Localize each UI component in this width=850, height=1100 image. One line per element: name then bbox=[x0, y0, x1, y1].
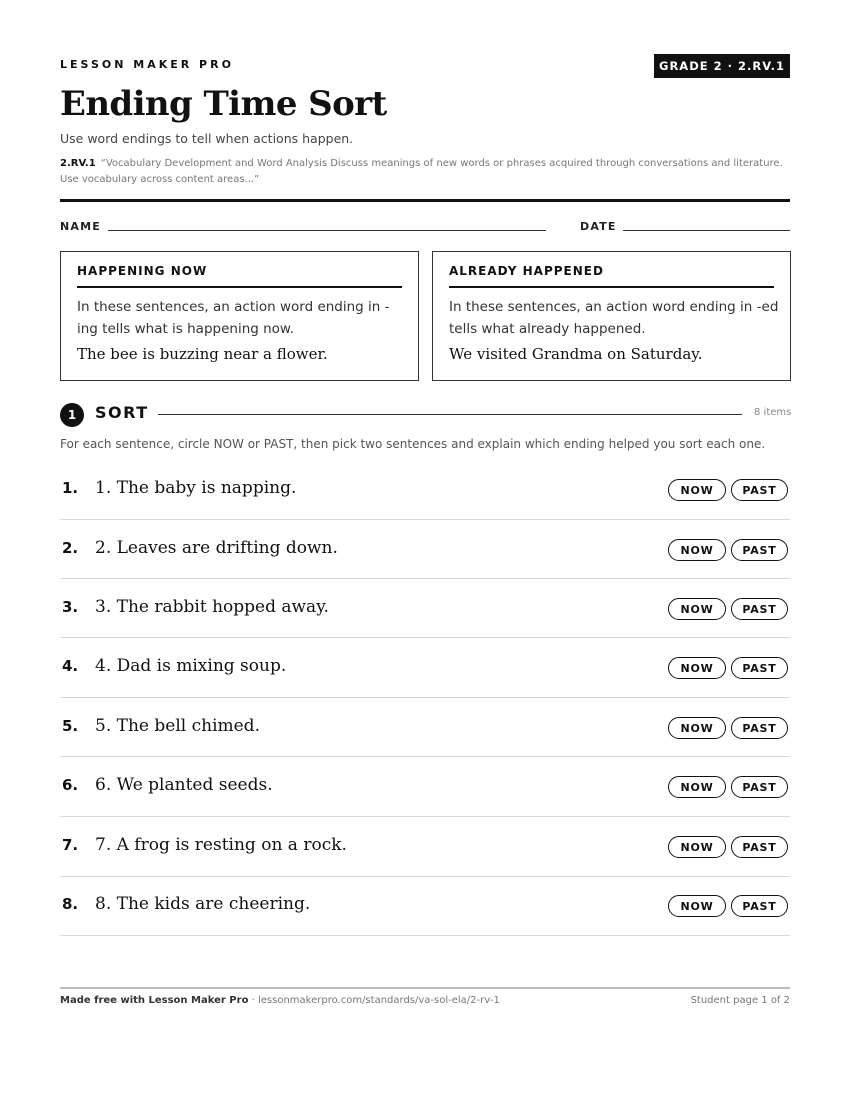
row-divider bbox=[60, 816, 790, 817]
item-number: 4. bbox=[62, 657, 79, 675]
sentence-row bbox=[60, 775, 790, 834]
grade-badge: GRADE 2 · 2.RV.1 bbox=[654, 54, 790, 78]
item-count: 8 items bbox=[754, 407, 792, 418]
item-number: 7. bbox=[62, 836, 79, 854]
past-choice-button[interactable]: PAST bbox=[731, 776, 788, 798]
row-divider bbox=[60, 935, 790, 936]
section-instructions: For each sentence, circle NOW or PAST, then pick two sentences and explain which ending helped you sort each one. bbox=[60, 437, 766, 451]
box-example: The bee is buzzing near a flower. bbox=[77, 345, 328, 363]
section-number: 1 bbox=[60, 403, 84, 427]
footer-divider bbox=[60, 987, 790, 989]
footer-credit bbox=[60, 995, 500, 1006]
row-divider bbox=[60, 519, 790, 520]
box-text: In these sentences, an action word ending in -ed tells what already happened. bbox=[449, 299, 779, 337]
sentence-text: 8. The kids are cheering. bbox=[95, 894, 311, 914]
sentence-row bbox=[60, 835, 790, 894]
sentence-row bbox=[60, 716, 790, 775]
box-text: In these sentences, an action word ending in -ing tells what is happening now. bbox=[77, 299, 390, 337]
page-indicator: Student page 1 of 2 bbox=[690, 995, 790, 1006]
item-number: 2. bbox=[62, 539, 79, 557]
past-choice-button[interactable]: PAST bbox=[731, 657, 788, 679]
item-number: 3. bbox=[62, 598, 79, 616]
name-label: NAME bbox=[60, 220, 101, 233]
row-divider bbox=[60, 697, 790, 698]
past-choice-button[interactable]: PAST bbox=[731, 598, 788, 620]
now-choice-button[interactable]: NOW bbox=[668, 717, 726, 739]
name-line[interactable] bbox=[108, 230, 546, 231]
now-choice-button[interactable]: NOW bbox=[668, 657, 726, 679]
date-label: DATE bbox=[580, 220, 617, 233]
past-choice-button[interactable]: PAST bbox=[731, 836, 788, 858]
box-example: We visited Grandma on Saturday. bbox=[449, 345, 703, 363]
past-choice-button[interactable]: PAST bbox=[731, 479, 788, 501]
brand-name: LESSON MAKER PRO bbox=[60, 58, 234, 71]
past-choice-button[interactable]: PAST bbox=[731, 895, 788, 917]
header-divider bbox=[60, 199, 790, 202]
row-divider bbox=[60, 637, 790, 638]
sentence-text: 3. The rabbit hopped away. bbox=[95, 597, 329, 617]
sentence-text: 2. Leaves are drifting down. bbox=[95, 538, 338, 558]
standard-code: 2.RV.1 bbox=[60, 158, 96, 169]
sentence-row bbox=[60, 597, 790, 656]
now-choice-button[interactable]: NOW bbox=[668, 836, 726, 858]
date-line[interactable] bbox=[623, 230, 790, 231]
section-title: SORT bbox=[95, 403, 149, 422]
sentence-text: 7. A frog is resting on a rock. bbox=[95, 835, 347, 855]
box-title: HAPPENING NOW bbox=[77, 264, 402, 288]
item-number: 1. bbox=[62, 479, 79, 497]
now-choice-button[interactable]: NOW bbox=[668, 479, 726, 501]
already-happened-box bbox=[432, 251, 791, 381]
sentence-text: 4. Dad is mixing soup. bbox=[95, 656, 287, 676]
standard-description bbox=[60, 156, 795, 188]
page-subtitle: Use word endings to tell when actions happen. bbox=[60, 131, 354, 146]
item-number: 6. bbox=[62, 776, 79, 794]
sentence-row bbox=[60, 656, 790, 715]
sentence-row bbox=[60, 894, 790, 953]
footer-made-with: Made free with Lesson Maker Pro bbox=[60, 995, 249, 1006]
box-title: ALREADY HAPPENED bbox=[449, 264, 774, 288]
row-divider bbox=[60, 756, 790, 757]
standard-text: “Vocabulary Development and Word Analysis Discuss meanings of new words or phrases acquired through conversations and literature. Use vocabulary across content areas...” bbox=[60, 158, 783, 185]
page-title: Ending Time Sort bbox=[60, 84, 387, 124]
row-divider bbox=[60, 876, 790, 877]
now-choice-button[interactable]: NOW bbox=[668, 895, 726, 917]
item-number: 5. bbox=[62, 717, 79, 735]
now-choice-button[interactable]: NOW bbox=[668, 598, 726, 620]
item-number: 8. bbox=[62, 895, 79, 913]
section-divider bbox=[158, 414, 742, 415]
past-choice-button[interactable]: PAST bbox=[731, 539, 788, 561]
sentence-text: 5. The bell chimed. bbox=[95, 716, 260, 736]
now-choice-button[interactable]: NOW bbox=[668, 776, 726, 798]
sentence-text: 1. The baby is napping. bbox=[95, 478, 297, 498]
now-choice-button[interactable]: NOW bbox=[668, 539, 726, 561]
sentence-row bbox=[60, 538, 790, 597]
row-divider bbox=[60, 578, 790, 579]
sentence-row bbox=[60, 478, 790, 537]
sentence-text: 6. We planted seeds. bbox=[95, 775, 273, 795]
footer-url[interactable]: · lessonmakerpro.com/standards/va-sol-ela/2-rv-1 bbox=[248, 995, 500, 1006]
past-choice-button[interactable]: PAST bbox=[731, 717, 788, 739]
happening-now-box bbox=[60, 251, 419, 381]
